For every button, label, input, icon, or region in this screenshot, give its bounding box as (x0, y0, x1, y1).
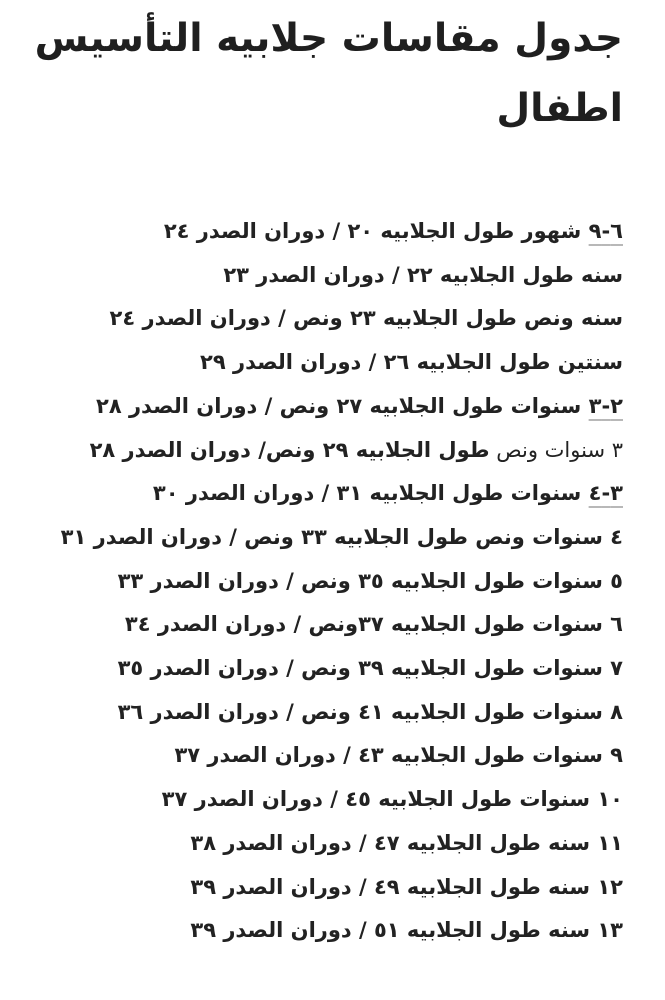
size-row-11-years (30, 822, 623, 866)
size-row-text: سنتين طول الجلابيه ٢٦ / دوران الصدر ٢٩ (200, 350, 623, 375)
size-row-text: ٦ سنوات طول الجلابيه ٣٧ونص / دوران الصدر ٣٤ (124, 612, 623, 637)
size-row-text: سنه ونص طول الجلابيه ٢٣ ونص / دوران الصدر ٢٤ (109, 306, 623, 331)
size-row-5-years (30, 560, 623, 604)
size-row-text: ٩ سنوات طول الجلابيه ٤٣ / دوران الصدر ٣٧ (174, 743, 623, 768)
size-row-text: ٤ سنوات ونص طول الجلابيه ٣٣ ونص / دوران الصدر ٣١ (60, 524, 623, 549)
size-row-10-years (30, 778, 623, 822)
size-row-text: ١٣ سنه طول الجلابيه ٥١ / دوران الصدر ٣٩ (190, 918, 623, 943)
size-row-text: ١١ سنه طول الجلابيه ٤٧ / دوران الصدر ٣٨ (190, 830, 623, 855)
size-row-text: ١٠ سنوات طول الجلابيه ٤٥ / دوران الصدر ٣٧ (161, 787, 623, 812)
size-row-text: ٨ سنوات طول الجلابيه ٤١ ونص / دوران الصدر ٣٦ (117, 699, 623, 724)
size-row-2-years (30, 341, 623, 385)
size-row-text: طول الجلابيه ٢٩ ونص/ دوران الصدر ٢٨ (89, 437, 490, 462)
size-row-3-5-years (30, 429, 623, 473)
size-row-4-5-years (30, 516, 623, 560)
size-row-text: ٧ سنوات طول الجلابيه ٣٩ ونص / دوران الصدر ٣٥ (117, 656, 623, 681)
size-row-text: سنوات طول الجلابيه ٢٧ ونص / دوران الصدر ٢٨ (96, 393, 589, 418)
size-row-8-years (30, 691, 623, 735)
size-row-6-9-months (30, 210, 623, 254)
size-row-2-3-years (30, 385, 623, 429)
size-row-9-years (30, 734, 623, 778)
size-row-1-5-years (30, 297, 623, 341)
size-row-7-years (30, 647, 623, 691)
size-row-13-years (30, 909, 623, 953)
size-row-6-years (30, 603, 623, 647)
size-row-age-light: ٣ سنوات ونص (489, 437, 623, 462)
size-row-3-4-years (30, 472, 623, 516)
age-range-link[interactable]: ٣-٤ (588, 481, 623, 506)
size-row-12-years (30, 866, 623, 910)
age-range-link[interactable]: ٦-٩ (588, 219, 623, 243)
size-row-text: شهور طول الجلابيه ٢٠ / دوران الصدر ٢٤ (163, 219, 589, 243)
size-row-text: سنوات طول الجلابيه ٣١ / دوران الصدر ٣٠ (152, 481, 589, 506)
size-row-text: ١٢ سنه طول الجلابيه ٤٩ / دوران الصدر ٣٩ (190, 874, 623, 899)
page-title: جدول مقاسات جلابيه التأسيس اطفال (34, 16, 623, 131)
size-row-text: سنه طول الجلابيه ٢٢ / دوران الصدر ٢٣ (223, 262, 623, 287)
size-row-1-year (30, 254, 623, 298)
size-row-text: ٥ سنوات طول الجلابيه ٣٥ ونص / دوران الصدر ٣٣ (117, 568, 623, 593)
age-range-link[interactable]: ٢-٣ (588, 393, 623, 418)
size-list (30, 210, 623, 953)
